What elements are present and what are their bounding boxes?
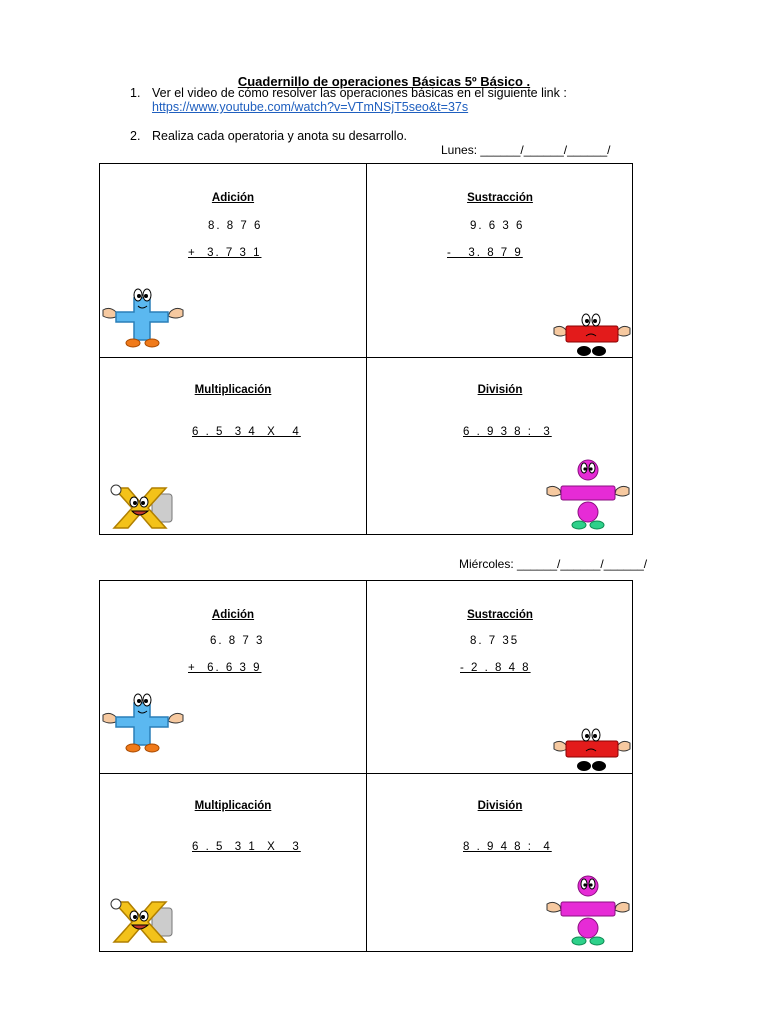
minus-mascot-icon	[552, 721, 632, 773]
subtraction-line-1: 8. 7 35	[470, 635, 520, 647]
times-mascot-icon	[108, 894, 176, 946]
worksheet-title: Cuadernillo de operaciones Básicas 5º Básico .	[237, 74, 531, 89]
operations-grid-1	[99, 163, 633, 535]
times-mascot-icon	[108, 480, 176, 532]
addition-cell	[100, 581, 366, 773]
addition-heading: Adición	[211, 609, 255, 621]
plus-mascot-icon	[100, 691, 186, 753]
multiplication-cell	[100, 774, 366, 966]
addition-line-1: 6. 8 7 3	[210, 635, 265, 647]
multiplication-expression: 6 . 5 3 1 X 3	[192, 841, 301, 853]
instruction-number: 1.	[130, 86, 141, 100]
divide-mascot-icon	[545, 458, 631, 530]
addition-line-1: 8. 8 7 6	[208, 220, 263, 232]
division-heading: División	[477, 384, 523, 396]
subtraction-cell	[367, 581, 633, 773]
instruction-text: Ver el video de cómo resolver las operaciones básicas en el siguiente link :	[152, 86, 567, 100]
instruction-text: Realiza cada operatoria y anota su desarrollo.	[152, 129, 408, 143]
addition-line-2: + 6. 6 3 9	[188, 662, 262, 674]
division-expression: 6 . 9 3 8 : 3	[463, 426, 552, 438]
multiplication-heading: Multiplicación	[194, 800, 272, 812]
date-line-miercoles: Miércoles: ______/______/______/	[459, 557, 648, 571]
multiplication-cell	[100, 358, 366, 550]
subtraction-line-2: - 3. 8 7 9	[447, 247, 523, 259]
multiplication-expression: 6 . 5 3 4 X 4	[192, 426, 301, 438]
addition-cell	[100, 164, 366, 356]
divide-mascot-icon	[545, 874, 631, 946]
division-expression: 8 . 9 4 8 : 4	[463, 841, 552, 853]
subtraction-cell	[367, 164, 633, 356]
operations-grid-2	[99, 580, 633, 952]
subtraction-line-2: - 2 . 8 4 8	[460, 662, 531, 674]
subtraction-line-1: 9. 6 3 6	[470, 220, 525, 232]
division-heading: División	[477, 800, 523, 812]
plus-mascot-icon	[100, 286, 186, 348]
instruction-number: 2.	[130, 129, 141, 143]
youtube-link[interactable]: https://www.youtube.com/watch?v=VTmNSjT5seo&t=37s	[152, 100, 469, 114]
date-line-lunes: Lunes: ______/______/______/	[441, 143, 611, 157]
subtraction-heading: Sustracción	[467, 609, 533, 621]
addition-heading: Adición	[211, 192, 255, 204]
addition-line-2: + 3. 7 3 1	[188, 247, 262, 259]
division-cell	[367, 358, 633, 550]
multiplication-heading: Multiplicación	[194, 384, 272, 396]
minus-mascot-icon	[552, 306, 632, 358]
division-cell	[367, 774, 633, 966]
subtraction-heading: Sustracción	[467, 192, 533, 204]
